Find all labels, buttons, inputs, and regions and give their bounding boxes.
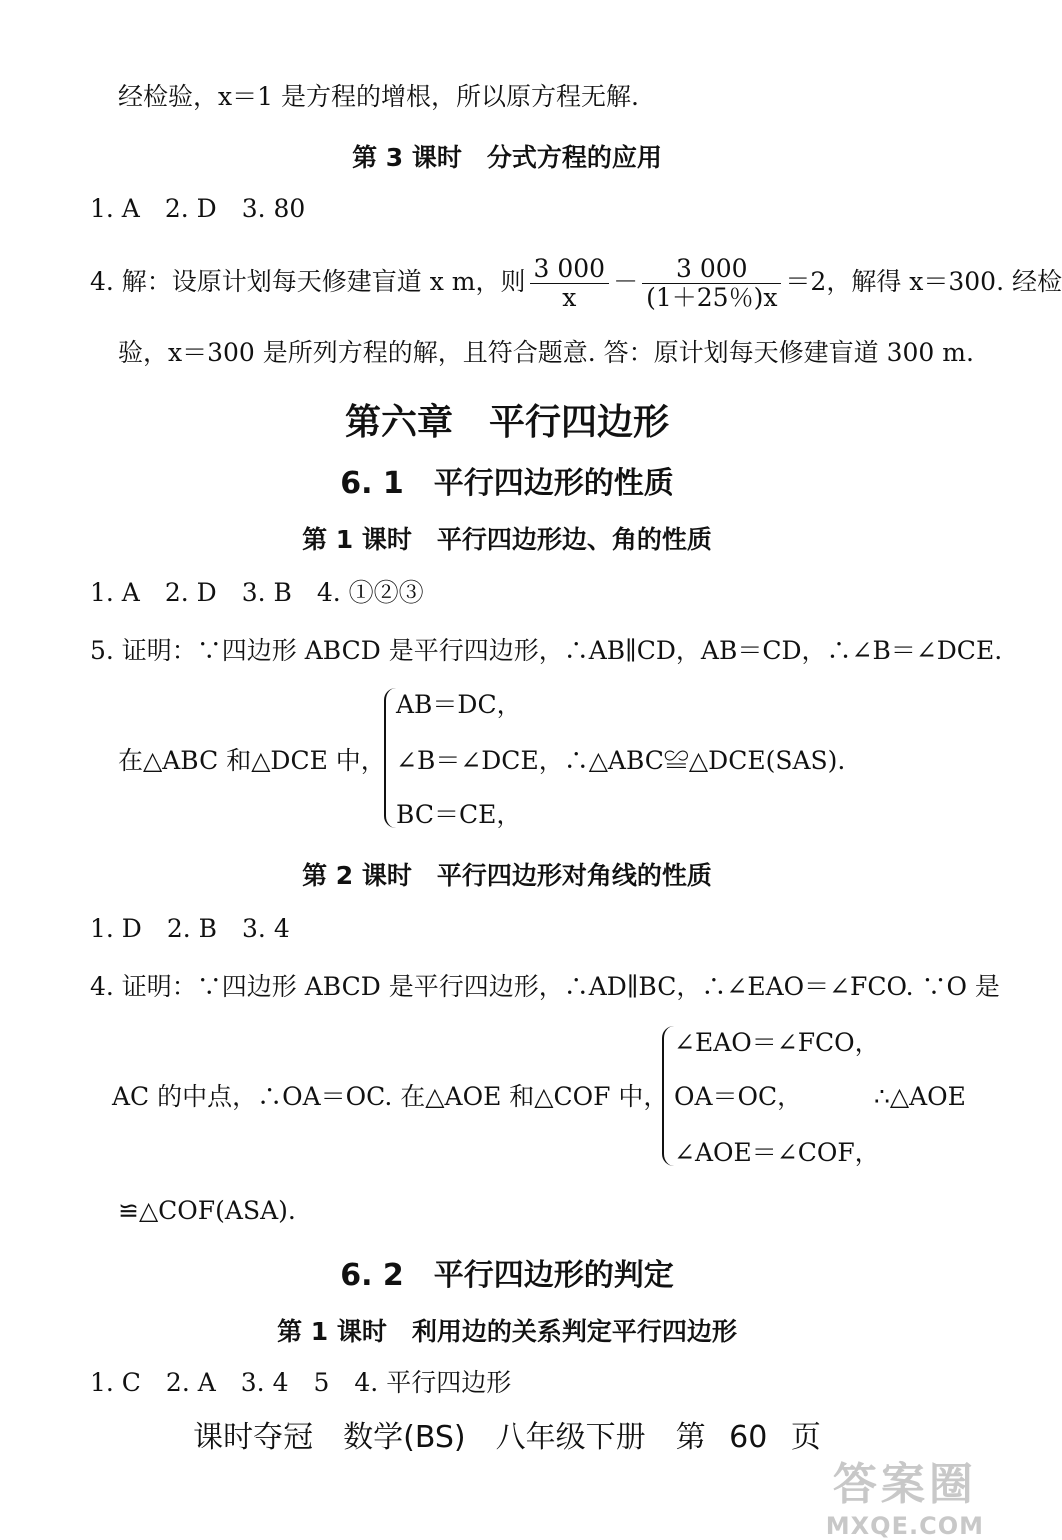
sys1-line-3: BC＝CE， (396, 800, 522, 829)
fraction-2 (642, 255, 781, 312)
sys2-prefix: AC 的中点，∴OA＝OC. 在△AOE 和△COF 中， (112, 1082, 669, 1111)
fraction-1-denominator: x (562, 283, 577, 312)
page-footer: 课时夺冠 数学(BS) 八年级下册 第 60 页 (193, 1420, 821, 1455)
sys1-line-1: AB＝DC， (396, 690, 522, 719)
sys2-conclusion: ∴△AOE (874, 1082, 966, 1111)
answer4-lead: 4. 解：设原计划每天修建盲道 x m，则 (90, 267, 526, 296)
watermark-line-2: MXQE.COM (825, 1512, 984, 1540)
lesson3-answer-4 (90, 252, 1062, 312)
minus-sign: － (613, 267, 639, 296)
sec61-answer-5: 5. 证明：∵四边形 ABCD 是平行四边形，∴AB∥CD，AB＝CD，∴∠B＝∠DCE. (90, 636, 1003, 665)
sys1-prefix: 在△ABC 和△DCE 中， (118, 746, 386, 775)
sec62-answers: 1. C 2. A 3. 4 5 4. 平行四边形 (90, 1368, 512, 1397)
section-6-1-title: 6. 1 平行四边形的性质 (340, 466, 674, 501)
answer4-tail: ＝2，解得 x＝300. 经检 (785, 267, 1062, 296)
fraction-1-numerator: 3 000 (530, 255, 610, 284)
sys2-line-3: ∠AOE＝∠COF， (674, 1138, 880, 1167)
check-conclusion: 经检验，x＝1 是方程的增根，所以原方程无解. (118, 82, 639, 111)
section-6-1-lesson2-title: 第 2 课时 平行四边形对角线的性质 (302, 861, 712, 890)
lesson3-answers-1-3: 1. A 2. D 3. 80 (90, 194, 306, 223)
watermark-line-1: 答案圈 (832, 1459, 977, 1510)
sys2-line-2: OA＝OC， (674, 1082, 803, 1111)
sec61-answers-1-4: 1. A 2. D 3. B 4. ①②③ (90, 578, 424, 607)
fraction-2-denominator: (1＋25％)x (646, 283, 778, 312)
sys2-conclusion-cont: ≌△COF(ASA). (118, 1196, 296, 1225)
watermark-logo (826, 1448, 984, 1540)
chapter-title: 第六章 平行四边形 (344, 402, 669, 443)
sec61l2-answer-4: 4. 证明：∵四边形 ABCD 是平行四边形，∴AD∥BC，∴∠EAO＝∠FCO. ∵O 是 (90, 972, 1000, 1001)
section-6-2-lesson1-title: 第 1 课时 利用边的关系判定平行四边形 (277, 1317, 737, 1346)
sys1-line-2: ∠B＝∠DCE，∴△ABC≌△DCE(SAS). (396, 746, 846, 775)
section-6-1-lesson1-title: 第 1 课时 平行四边形边、角的性质 (302, 525, 712, 554)
fraction-1 (530, 255, 610, 312)
sys2-line-1: ∠EAO＝∠FCO， (674, 1028, 880, 1057)
section-6-2-title: 6. 2 平行四边形的判定 (340, 1258, 674, 1293)
lesson3-title: 第 3 课时 分式方程的应用 (352, 143, 662, 172)
sec61l2-answers-1-3: 1. D 2. B 3. 4 (90, 914, 290, 943)
lesson3-answer-4-cont: 验，x＝300 是所列方程的解，且符合题意. 答：原计划每天修建盲道 300 m. (118, 338, 974, 367)
fraction-2-numerator: 3 000 (642, 255, 781, 284)
